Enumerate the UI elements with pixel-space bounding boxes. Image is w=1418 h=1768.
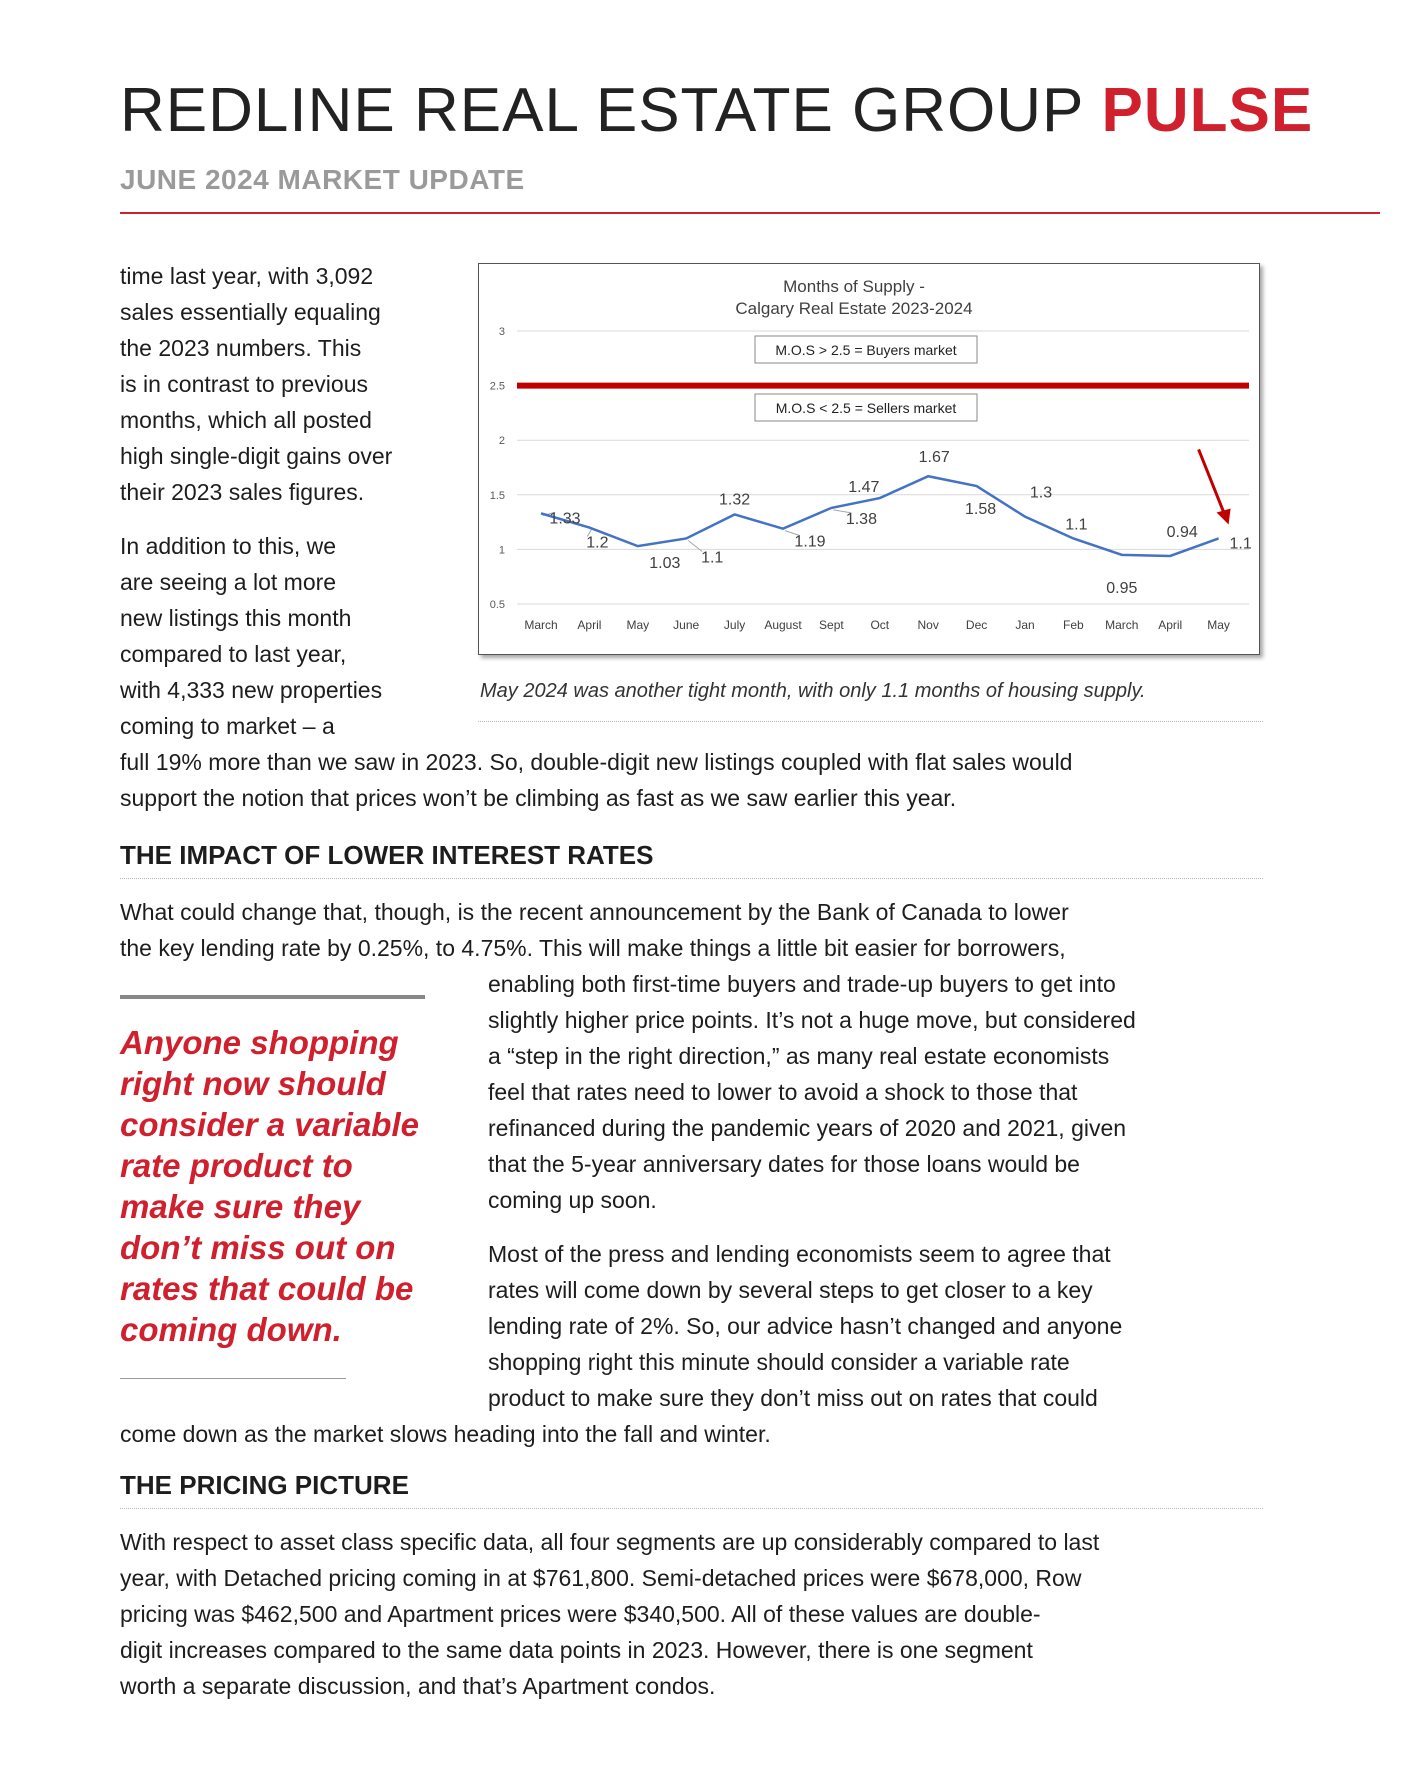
text-line: the key lending rate by 0.25%, to 4.75%. This will make things a little bit easier for borrowers, bbox=[120, 935, 1066, 961]
text-line: their 2023 sales figures. bbox=[120, 479, 365, 505]
section-divider bbox=[120, 878, 1263, 879]
rates-paragraph-1 bbox=[120, 894, 1300, 966]
chart-canvas bbox=[479, 264, 1259, 654]
text-line: new listings this month bbox=[120, 605, 352, 631]
data-label: 1.19 bbox=[794, 533, 826, 551]
x-tick-label: April bbox=[577, 618, 602, 632]
chart-x-ticks bbox=[524, 618, 1230, 632]
pullquote-line: right now should bbox=[120, 1065, 386, 1102]
rates-paragraph-2-cont bbox=[120, 1416, 1300, 1452]
x-tick-label: July bbox=[723, 618, 746, 632]
pullquote-top-rule bbox=[120, 995, 425, 999]
data-label: 1.3 bbox=[1029, 484, 1053, 502]
text-line: full 19% more than we saw in 2023. So, double-digit new listings coupled with flat sales would bbox=[120, 749, 1073, 775]
chart-data-labels bbox=[549, 449, 1251, 597]
x-tick-label: April bbox=[1158, 618, 1183, 632]
y-tick-label: 2 bbox=[498, 435, 505, 448]
x-tick-label: August bbox=[764, 618, 802, 632]
x-tick-label: Dec bbox=[965, 618, 988, 632]
chart-caption: May 2024 was another tight month, with only 1.1 months of housing supply. bbox=[480, 680, 1146, 702]
text-line: time last year, with 3,092 bbox=[120, 263, 374, 289]
months-of-supply-chart bbox=[478, 263, 1260, 655]
text-line: feel that rates need to lower to avoid a shock to those that bbox=[488, 1079, 1078, 1105]
x-tick-label: Nov bbox=[917, 618, 939, 632]
x-tick-label: May bbox=[626, 618, 650, 632]
rates-paragraph-2 bbox=[488, 1236, 1288, 1416]
text-line: the 2023 numbers. This bbox=[120, 335, 362, 361]
chart-subtitle: Calgary Real Estate 2023-2024 bbox=[735, 299, 973, 318]
y-tick-label: 2.5 bbox=[489, 380, 505, 393]
text-line: slightly higher price points. It’s not a huge move, but considered bbox=[488, 1007, 1136, 1033]
text-line: is in contrast to previous bbox=[120, 371, 369, 397]
data-label: 1.58 bbox=[965, 501, 997, 519]
data-label: 1.2 bbox=[586, 534, 609, 552]
series-line bbox=[541, 476, 1219, 556]
x-tick-label: June bbox=[673, 618, 700, 632]
chart-title: Months of Supply - bbox=[783, 277, 925, 296]
x-tick-label: Jan bbox=[1015, 618, 1035, 632]
data-label: 1.1 bbox=[701, 549, 724, 567]
trend-arrow bbox=[1199, 449, 1225, 514]
caption-divider bbox=[478, 721, 1263, 722]
pullquote-line: rates that could be bbox=[120, 1270, 414, 1307]
text-line: come down as the market slows heading into the fall and winter. bbox=[120, 1421, 771, 1447]
section-heading-pricing: THE PRICING PICTURE bbox=[120, 1470, 409, 1500]
masthead-accent: PULSE bbox=[1101, 76, 1314, 145]
x-tick-label: May bbox=[1207, 618, 1230, 632]
text-line: that the 5-year anniversary dates for those loans would be bbox=[488, 1151, 1080, 1177]
text-line: pricing was $462,500 and Apartment prices were $340,500. All of these values are double- bbox=[120, 1601, 1041, 1627]
trend-arrowhead bbox=[1217, 508, 1231, 524]
data-label: 1.1 bbox=[1065, 516, 1088, 534]
text-line: are seeing a lot more bbox=[120, 569, 337, 595]
text-line: months, which all posted bbox=[120, 407, 372, 433]
text-line: high single-digit gains over bbox=[120, 443, 393, 469]
chart-y-ticks bbox=[490, 326, 505, 611]
pullquote-line: rate product to bbox=[120, 1147, 353, 1184]
x-tick-label: March bbox=[1105, 618, 1139, 632]
x-tick-label: Feb bbox=[1063, 618, 1084, 632]
x-tick-label: Sept bbox=[819, 618, 844, 632]
text-line: Most of the press and lending economists seem to agree that bbox=[488, 1241, 1111, 1267]
data-label: 1.32 bbox=[719, 491, 751, 509]
intro-paragraph-2 bbox=[120, 528, 460, 744]
x-tick-label: Oct bbox=[870, 618, 890, 632]
y-tick-label: 3 bbox=[498, 326, 505, 338]
text-line: rates will come down by several steps to get closer to a key bbox=[488, 1277, 1093, 1303]
annotation-sellers: M.O.S < 2.5 = Sellers market bbox=[775, 400, 957, 416]
data-label: 1.03 bbox=[649, 555, 681, 573]
y-tick-label: 0.5 bbox=[489, 599, 505, 611]
data-label: 1.38 bbox=[845, 510, 877, 528]
text-line: sales essentially equaling bbox=[120, 299, 381, 325]
section-heading-rates: THE IMPACT OF LOWER INTEREST RATES bbox=[120, 840, 654, 870]
data-label: 1.33 bbox=[549, 510, 581, 528]
pullquote-bottom-rule bbox=[120, 1378, 346, 1379]
text-line: a “step in the right direction,” as many real estate economists bbox=[488, 1043, 1110, 1069]
pricing-paragraph bbox=[120, 1524, 1300, 1704]
text-line: worth a separate discussion, and that’s Apartment condos. bbox=[120, 1673, 716, 1699]
text-line: with 4,333 new properties bbox=[120, 677, 383, 703]
text-line: shopping right this minute should consider a variable rate bbox=[488, 1349, 1070, 1375]
issue-subtitle: JUNE 2024 MARKET UPDATE bbox=[120, 164, 525, 195]
intro-paragraph-1 bbox=[120, 258, 460, 510]
text-line: lending rate of 2%. So, our advice hasn’t changed and anyone bbox=[488, 1313, 1123, 1339]
x-tick-label: March bbox=[524, 618, 558, 632]
data-label: 0.95 bbox=[1106, 579, 1138, 597]
text-line: year, with Detached pricing coming in at $761,800. Semi-detached prices were $678,000, Row bbox=[120, 1565, 1082, 1591]
data-label: 0.94 bbox=[1166, 523, 1198, 541]
text-line: support the notion that prices won’t be climbing as fast as we saw earlier this year. bbox=[120, 785, 957, 811]
y-tick-label: 1 bbox=[498, 544, 505, 557]
text-line: digit increases compared to the same data points in 2023. However, there is one segment bbox=[120, 1637, 1033, 1663]
y-tick-label: 1.5 bbox=[489, 489, 505, 502]
chart-gridlines bbox=[517, 331, 1252, 604]
data-label: 1.47 bbox=[848, 479, 880, 497]
text-line: coming up soon. bbox=[488, 1187, 657, 1213]
masthead-brand: REDLINE REAL ESTATE GROUP bbox=[120, 76, 1084, 145]
pullquote-line: don’t miss out on bbox=[120, 1229, 396, 1266]
text-line: enabling both first-time buyers and trade-up buyers to get into bbox=[488, 971, 1116, 997]
pullquote-line: Anyone shopping bbox=[120, 1024, 399, 1061]
rates-paragraph-1-cont bbox=[488, 966, 1288, 1218]
text-line: What could change that, though, is the recent announcement by the Bank of Canada to lower bbox=[120, 899, 1069, 925]
text-line: compared to last year, bbox=[120, 641, 347, 667]
data-label: 1.1 bbox=[1229, 535, 1252, 553]
pullquote-line: make sure they bbox=[120, 1188, 361, 1225]
annotation-buyers: M.O.S > 2.5 = Buyers market bbox=[775, 342, 957, 358]
intro-paragraph-2-cont bbox=[120, 744, 1300, 816]
section-divider bbox=[120, 1508, 1263, 1509]
pullquote-line: coming down. bbox=[120, 1311, 342, 1348]
text-line: coming to market – a bbox=[120, 713, 335, 739]
header-rule bbox=[120, 212, 1380, 214]
text-line: With respect to asset class specific data, all four segments are up considerably compared to last bbox=[120, 1529, 1100, 1555]
text-line: In addition to this, we bbox=[120, 533, 337, 559]
pullquote bbox=[120, 1022, 440, 1350]
pullquote-line: consider a variable bbox=[120, 1106, 419, 1143]
data-label: 1.67 bbox=[918, 449, 950, 467]
text-line: product to make sure they don’t miss out on rates that could bbox=[488, 1385, 1098, 1411]
text-line: refinanced during the pandemic years of 2020 and 2021, given bbox=[488, 1115, 1127, 1141]
masthead bbox=[120, 76, 1314, 145]
